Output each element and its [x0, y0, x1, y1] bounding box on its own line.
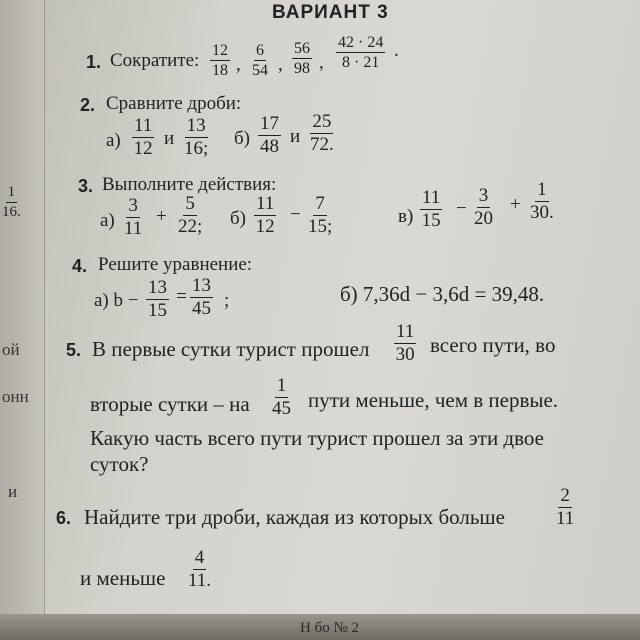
edge-word-3: и	[8, 482, 18, 501]
task-5-line-3: Какую часть всего пути турист прошел за эти двое	[90, 426, 544, 450]
footer-text: Н бо № 2	[300, 620, 360, 636]
task-4a-fraction-2: $\frac{13}{45}$	[192, 275, 211, 319]
edge-word-1: ой	[2, 340, 20, 359]
task-1-fraction-2: $\frac{6}{54}$	[252, 42, 268, 79]
task-3c-fraction-1: $\frac{11}{15}$	[421, 187, 441, 231]
task-2-number: 2.	[80, 95, 96, 115]
task-2b-fraction-1: $\frac{17}{48}$	[260, 113, 279, 157]
task-6-line-2: и меньше	[80, 566, 166, 590]
task-1-prompt: Сократите:	[110, 50, 200, 71]
task-2b-fraction-2: $\frac{25}{72.}$	[310, 111, 334, 155]
task-3-prompt: Выполните действия:	[102, 174, 277, 195]
task-4-prompt: Решите уравнение:	[98, 254, 253, 275]
edge-word-2: онн	[2, 387, 29, 406]
task-1-fraction-1: $\frac{12}{18}$	[212, 42, 228, 79]
task-6-line-1: Найдите три дроби, каждая из которых больше	[84, 505, 505, 529]
task-5-number: 5.	[66, 340, 82, 360]
task-3a-fraction-2: $\frac{5}{22;}$	[178, 193, 203, 237]
task-4a-fraction-1: $\frac{13}{15}$	[148, 277, 167, 321]
task-5-fraction-1: $\frac{11}{30}$	[395, 321, 415, 365]
task-3c-fraction-2: $\frac{3}{20}$	[474, 185, 493, 229]
adjacent-page-edge	[0, 0, 45, 614]
task-5-fraction-2: $\frac{1}{45}$	[272, 375, 291, 419]
next-page-edge	[0, 614, 640, 640]
edge-fraction: $\frac{1}{16.}$	[2, 184, 21, 220]
task-6-number: 6.	[56, 508, 72, 528]
task-5-line-2-end: пути меньше, чем в первые.	[308, 388, 559, 412]
task-3c-fraction-3: $\frac{1}{30.}$	[530, 179, 554, 223]
task-3b-fraction-2: $\frac{7}{15;}$	[308, 193, 333, 237]
task-5-line-1-end: всего пути, во	[430, 333, 556, 357]
textbook-page: $\frac{1}{16.}$ ой онн и ВАРИАНТ 3 1. Сократите: $\frac{12}{18}$ , $\frac{6}{54}$ , $\frac{56}{98}$ , $\frac{42 \cdot 24}{8 \cdot 21}$ . 2. Сравните дроби: а) $\frac{11}{12}$ и $\frac{13}{16;}$ б) $\frac{17}{48}$ и $\frac{25}{72.}$ 3. Выполните действия: а) $\frac{3}{11}$ + $\frac{5}{22;}$ б) $\frac{11}{12}$ − $\frac{7}{15;}$ в) $\frac{11}{15}$ − $\frac{3}{20}$ + $\frac{1}{30.}$ 4. Решите уравнение: а) b − $\frac{13}{15}$ = $\frac{13}{45}$ ; б) 7,36d − 3,6d = 39,48. 5. В первые сутки турист прошел $\frac{11}{30}$ всего пути, во вторые сутки – на $\frac{1}{45}$ пути меньше, чем в первые. Какую часть всего пути турист прошел за эти двое суток? 6. Найдите три дроби, каждая из которых больше $\frac{2}{11}$ и меньше $\frac{4}{11.}$ Н бо № 2	[0, 0, 640, 640]
task-1-number: 1.	[86, 52, 102, 72]
task-2-prompt: Сравните дроби:	[106, 93, 242, 114]
task-6-fraction-1: $\frac{2}{11}$	[556, 485, 575, 529]
task-2a-fraction-2: $\frac{13}{16;}$	[184, 115, 209, 159]
task-5-line-1: В первые сутки турист прошел	[92, 337, 370, 361]
task-1-fraction-3: $\frac{56}{98}$	[294, 40, 310, 77]
task-6-fraction-2: $\frac{4}{11.}$	[188, 547, 212, 591]
task-5-line-2-start: вторые сутки – на	[90, 392, 250, 416]
task-3a-fraction-1: $\frac{3}{11}$	[124, 195, 143, 239]
task-4-number: 4.	[72, 256, 88, 276]
task-3-number: 3.	[78, 176, 94, 196]
task-3b-fraction-1: $\frac{11}{12}$	[255, 193, 275, 237]
task-1-fraction-4: $\frac{42 \cdot 24}{8 \cdot 21}$	[338, 34, 384, 71]
task-5-line-4: суток?	[90, 452, 149, 476]
task-4b-equation: б) 7,36d − 3,6d = 39,48.	[340, 282, 545, 306]
variant-title: ВАРИАНТ 3	[272, 2, 389, 23]
task-2a-fraction-1: $\frac{11}{12}$	[133, 115, 153, 159]
